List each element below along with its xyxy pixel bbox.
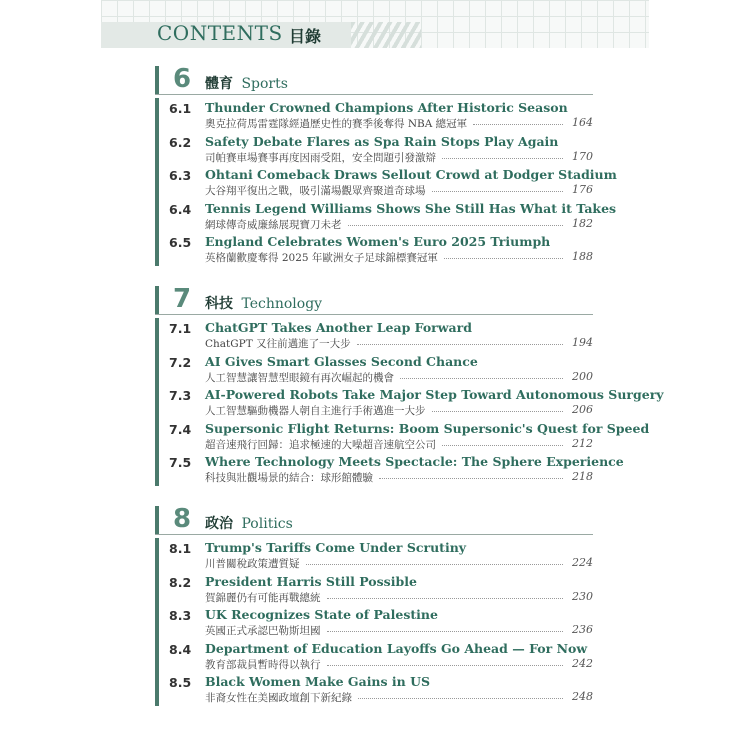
entry-subtitle: 網球傳奇威廉絲展現寶刀未老 — [205, 218, 342, 231]
entry-number: 6.1 — [169, 101, 192, 116]
entry-page-number[interactable]: 188 — [572, 250, 593, 263]
entry-title[interactable]: Department of Education Layoffs Go Ahead — For Now — [205, 640, 588, 656]
entry-leader-dots — [442, 158, 563, 159]
entry-title[interactable]: Thunder Crowned Champions After Historic Season — [205, 100, 568, 115]
entry-title[interactable]: President Harris Still Possible — [205, 573, 417, 589]
section-rule — [155, 94, 593, 95]
entry-number: 7.2 — [169, 354, 192, 370]
section-number: 6 — [173, 64, 192, 94]
entry-leader-dots — [327, 665, 563, 666]
section-6 — [155, 64, 649, 264]
section-header — [155, 66, 649, 94]
entry-page-number[interactable]: 230 — [572, 589, 593, 603]
section-header — [155, 506, 649, 534]
contents-page — [101, 0, 664, 750]
entry-leader-dots — [444, 258, 563, 259]
entry-subtitle: 教育部裁員暫時得以執行 — [205, 658, 321, 671]
section-title — [205, 513, 293, 533]
entry-page-number[interactable]: 170 — [572, 149, 593, 163]
toc-entry[interactable] — [155, 572, 593, 605]
page-title-zh: 目錄 — [289, 27, 322, 46]
toc-entry[interactable] — [155, 538, 593, 571]
entry-title[interactable]: Safety Debate Flares as Spa Rain Stops Play Again — [205, 133, 559, 149]
toc-entry[interactable] — [155, 385, 664, 418]
toc-entry[interactable] — [155, 318, 593, 351]
entry-subtitle: 司帕賽車場賽事再度因雨受阻，安全問題引發激辯 — [205, 151, 436, 164]
entry-page-number[interactable]: 236 — [572, 623, 593, 636]
entry-subtitle: 奧克拉荷馬雷霆隊經過歷史性的賽季後奪得 NBA 總冠軍 — [205, 118, 468, 130]
entry-subtitle: 大谷翔平復出之戰，吸引滿場觀眾齊聚道奇球場 — [205, 185, 426, 197]
entry-number: 6.5 — [169, 235, 192, 250]
section-title-en: Politics — [241, 516, 293, 532]
entry-page-number[interactable]: 194 — [572, 336, 593, 349]
entry-title[interactable]: England Celebrates Women's Euro 2025 Triumph — [205, 234, 551, 249]
entry-number: 8.3 — [169, 608, 192, 623]
section-title — [205, 293, 322, 313]
entry-leader-dots — [327, 631, 563, 632]
entry-number: 8.4 — [169, 641, 192, 657]
entry-leader-dots — [432, 191, 563, 192]
entry-leader-dots — [432, 411, 563, 412]
section-number: 7 — [173, 284, 192, 314]
toc-entry[interactable] — [155, 232, 593, 265]
entry-page-number[interactable]: 218 — [572, 470, 593, 483]
entry-title[interactable]: AI-Powered Robots Take Major Step Toward Autonomous Surgery — [205, 387, 664, 402]
entry-title[interactable]: ChatGPT Takes Another Leap Forward — [205, 320, 472, 335]
toc-entry[interactable] — [155, 605, 593, 638]
entry-subtitle: 人工智慧讓智慧型眼鏡有再次崛起的機會 — [205, 371, 394, 384]
entry-leader-dots — [357, 344, 563, 345]
entry-title[interactable]: Black Women Make Gains in US — [205, 674, 431, 689]
entry-page-number[interactable]: 206 — [572, 403, 593, 416]
section-title-en: Technology — [241, 296, 323, 312]
section-title — [205, 73, 288, 93]
entry-subtitle: ChatGPT 又往前邁進了一大步 — [205, 338, 351, 350]
entry-page-number[interactable]: 200 — [572, 369, 593, 383]
entry-number: 7.5 — [169, 455, 192, 470]
entry-title[interactable]: Where Technology Meets Spectacle: The Sphere Experience — [205, 454, 624, 469]
section-title-zh: 科技 — [205, 296, 233, 312]
entry-leader-dots — [442, 445, 563, 446]
entry-number: 6.4 — [169, 201, 192, 217]
section-title-zh: 政治 — [205, 516, 233, 532]
entry-subtitle: 賀錦麗仍有可能再戰總統 — [205, 591, 321, 604]
entry-subtitle: 科技與壯觀場景的結合：球形館體驗 — [205, 472, 373, 484]
entry-number: 8.1 — [169, 541, 192, 556]
section-title-en: Sports — [241, 76, 288, 92]
section-header — [155, 286, 649, 314]
section-header-bar — [155, 286, 159, 314]
entry-leader-dots — [348, 225, 563, 226]
entry-leader-dots — [358, 698, 563, 699]
entry-number: 7.4 — [169, 421, 192, 437]
toc-entry[interactable] — [155, 165, 617, 198]
section-header-bar — [155, 66, 159, 94]
section-number: 8 — [173, 504, 192, 534]
toc-entry[interactable] — [155, 132, 593, 165]
entry-page-number[interactable]: 224 — [572, 556, 593, 569]
entry-subtitle: 超音速飛行回歸：追求極速的大噪超音速航空公司 — [205, 438, 436, 451]
entry-subtitle: 英格蘭歡慶奪得 2025 年歐洲女子足球錦標賽冠軍 — [205, 252, 438, 264]
entry-title[interactable]: Tennis Legend Williams Shows She Still Has What it Takes — [205, 200, 617, 216]
entry-number: 7.3 — [169, 388, 192, 403]
section-header-bar — [155, 506, 159, 534]
entry-number: 7.1 — [169, 321, 192, 336]
entry-title[interactable]: Ohtani Comeback Draws Sellout Crowd at Dodger Stadium — [205, 167, 617, 182]
section-title-zh: 體育 — [205, 76, 233, 92]
entry-number: 6.3 — [169, 168, 192, 183]
entry-number: 8.2 — [169, 574, 192, 590]
entry-page-number[interactable]: 242 — [572, 656, 593, 670]
entry-number: 6.2 — [169, 134, 192, 150]
toc-entry[interactable] — [155, 98, 593, 131]
entry-page-number[interactable]: 182 — [572, 216, 593, 230]
entry-page-number[interactable]: 176 — [572, 183, 593, 196]
toc-entry[interactable] — [155, 199, 617, 232]
entry-subtitle: 川普關稅政策遭質疑 — [205, 558, 300, 570]
toc-entry[interactable] — [155, 672, 593, 705]
section-7 — [155, 284, 664, 484]
entry-page-number[interactable]: 248 — [572, 690, 593, 703]
section-rule — [155, 314, 593, 315]
section-rule — [155, 534, 593, 535]
section-8 — [155, 504, 649, 704]
entry-page-number[interactable]: 164 — [572, 116, 593, 129]
banner-stripes — [351, 22, 421, 48]
entry-leader-dots — [473, 124, 563, 125]
entry-subtitle: 英國正式承認巴勒斯坦國 — [205, 625, 321, 637]
entry-leader-dots — [327, 598, 563, 599]
entry-title[interactable]: AI Gives Smart Glasses Second Chance — [205, 353, 478, 369]
entry-page-number[interactable]: 212 — [572, 436, 593, 450]
entry-subtitle: 人工智慧驅動機器人朝自主進行手術邁進一大步 — [205, 405, 426, 417]
entry-leader-dots — [379, 478, 563, 479]
entry-leader-dots — [400, 378, 563, 379]
entry-title[interactable]: Supersonic Flight Returns: Boom Supersonic's Quest for Speed — [205, 420, 650, 436]
toc-entry[interactable] — [155, 452, 624, 485]
entry-leader-dots — [306, 564, 563, 565]
entry-subtitle: 非裔女性在美國政壇創下新紀錄 — [205, 692, 352, 704]
toc-entry[interactable] — [155, 419, 650, 452]
toc-entry[interactable] — [155, 639, 593, 672]
entry-title[interactable]: Trump's Tariffs Come Under Scrutiny — [205, 540, 467, 555]
page-title: CONTENTS — [157, 21, 283, 45]
entry-number: 8.5 — [169, 675, 192, 690]
entry-title[interactable]: UK Recognizes State of Palestine — [205, 607, 438, 622]
toc-entry[interactable] — [155, 352, 593, 385]
